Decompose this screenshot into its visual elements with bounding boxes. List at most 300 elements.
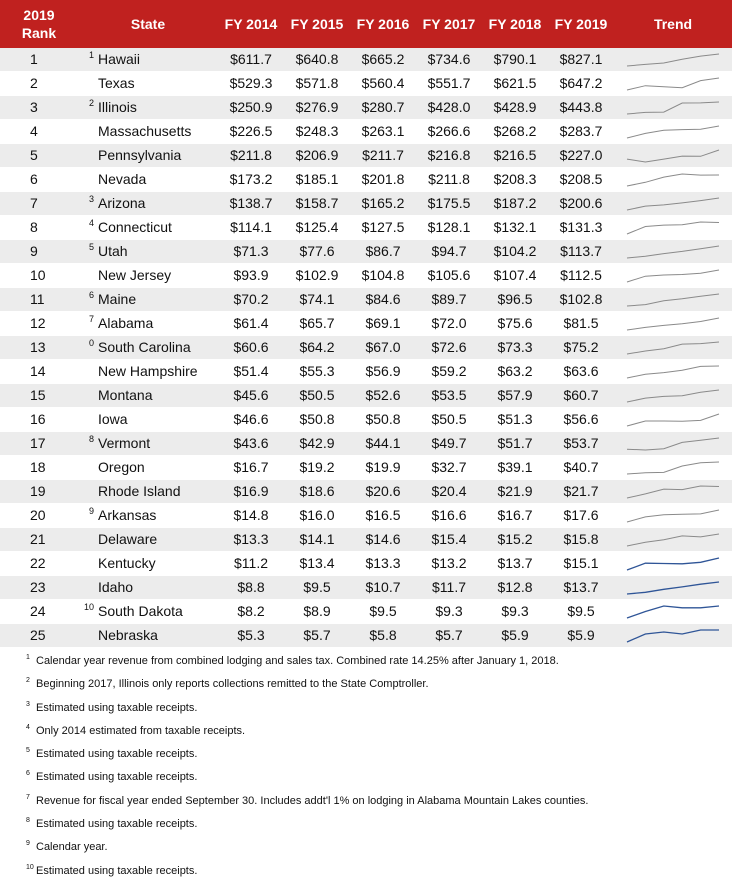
footnote (26, 838, 732, 861)
trend-cell (614, 216, 732, 240)
footnote-marker: 2 (88, 98, 94, 108)
state-name: Idaho (98, 579, 134, 595)
trend-line (627, 534, 719, 546)
revenue-cell: $276.9 (284, 96, 350, 120)
revenue-cell: $15.8 (548, 528, 614, 552)
revenue-cell: $57.9 (482, 384, 548, 408)
state-cell (78, 312, 218, 336)
rank-cell: 24 (0, 600, 78, 624)
rank-cell: 11 (0, 288, 78, 312)
trend-cell (614, 360, 732, 384)
revenue-cell: $17.6 (548, 504, 614, 528)
revenue-cell: $16.7 (482, 504, 548, 528)
rank-cell: 18 (0, 456, 78, 480)
revenue-cell: $551.7 (416, 72, 482, 96)
trend-sparkline (625, 460, 721, 476)
revenue-cell: $56.9 (350, 360, 416, 384)
state-name: Utah (98, 243, 128, 259)
revenue-cell: $216.8 (416, 144, 482, 168)
table-row (0, 480, 732, 504)
footnote (26, 722, 732, 745)
revenue-cell: $93.9 (218, 264, 284, 288)
trend-cell (614, 384, 732, 408)
trend-cell (614, 312, 732, 336)
state-name: Arizona (98, 195, 146, 211)
revenue-cell: $21.7 (548, 480, 614, 504)
revenue-cell: $69.1 (350, 312, 416, 336)
trend-cell (614, 408, 732, 432)
footnote-marker: 8 (88, 434, 94, 444)
state-cell (78, 576, 218, 600)
rank-cell: 1 (0, 48, 78, 72)
footnote-mark: 9 (26, 840, 30, 848)
revenue-cell: $200.6 (548, 192, 614, 216)
table-row (0, 144, 732, 168)
revenue-cell: $665.2 (350, 48, 416, 72)
state-cell (78, 72, 218, 96)
trend-sparkline (625, 172, 721, 188)
table-row (0, 504, 732, 528)
footnote (26, 745, 732, 768)
revenue-cell: $112.5 (548, 264, 614, 288)
table-row (0, 288, 732, 312)
trend-sparkline (625, 268, 721, 284)
revenue-cell: $11.7 (416, 576, 482, 600)
table-row (0, 48, 732, 72)
header-row (0, 0, 732, 48)
revenue-cell: $428.0 (416, 96, 482, 120)
trend-sparkline (625, 100, 721, 116)
trend-cell (614, 504, 732, 528)
revenue-cell: $42.9 (284, 432, 350, 456)
revenue-cell: $73.3 (482, 336, 548, 360)
state-name: Arkansas (98, 507, 157, 523)
trend-sparkline (625, 52, 721, 68)
revenue-cell: $59.2 (416, 360, 482, 384)
footnote-marker: 7 (88, 314, 94, 324)
rank-cell: 10 (0, 264, 78, 288)
revenue-cell: $443.8 (548, 96, 614, 120)
revenue-cell: $50.8 (350, 408, 416, 432)
revenue-cell: $9.3 (416, 600, 482, 624)
revenue-cell: $102.8 (548, 288, 614, 312)
revenue-cell: $132.1 (482, 216, 548, 240)
trend-sparkline (625, 412, 721, 428)
revenue-cell: $39.1 (482, 456, 548, 480)
revenue-cell: $51.3 (482, 408, 548, 432)
revenue-cell: $248.3 (284, 120, 350, 144)
trend-line (627, 414, 719, 426)
footnote-marker: 5 (88, 242, 94, 252)
year-header-fy2015: FY 2015 (290, 16, 344, 32)
trend-line (627, 462, 719, 474)
revenue-cell: $8.8 (218, 576, 284, 600)
revenue-cell: $94.7 (416, 240, 482, 264)
trend-sparkline (625, 124, 721, 140)
revenue-cell: $173.2 (218, 168, 284, 192)
revenue-cell: $10.7 (350, 576, 416, 600)
state-cell (78, 120, 218, 144)
trend-sparkline (625, 436, 721, 452)
revenue-cell: $5.9 (482, 624, 548, 648)
state-cell (78, 624, 218, 648)
revenue-cell: $227.0 (548, 144, 614, 168)
revenue-cell: $9.3 (482, 600, 548, 624)
revenue-cell: $529.3 (218, 72, 284, 96)
state-cell (78, 360, 218, 384)
revenue-cell: $96.5 (482, 288, 548, 312)
revenue-cell: $8.9 (284, 600, 350, 624)
revenue-cell: $86.7 (350, 240, 416, 264)
trend-cell (614, 600, 732, 624)
state-name: Vermont (98, 435, 151, 451)
state-cell (78, 456, 218, 480)
state-name: South Dakota (98, 603, 183, 619)
footnote (26, 768, 732, 791)
trend-line (627, 606, 719, 618)
trend-sparkline (625, 556, 721, 572)
table-row (0, 528, 732, 552)
state-cell (78, 504, 218, 528)
footnote-mark: 6 (26, 770, 30, 778)
revenue-cell: $16.6 (416, 504, 482, 528)
state-cell (78, 96, 218, 120)
revenue-cell: $734.6 (416, 48, 482, 72)
footnote (26, 862, 732, 885)
rank-cell: 9 (0, 240, 78, 264)
table-row (0, 456, 732, 480)
trend-line (627, 510, 719, 522)
footnote-mark: 7 (26, 793, 30, 801)
revenue-cell: $114.1 (218, 216, 284, 240)
footnote-marker: 4 (88, 218, 94, 228)
footnote-text: Estimated using taxable receipts. (36, 701, 198, 714)
revenue-cell: $266.6 (416, 120, 482, 144)
revenue-cell: $45.6 (218, 384, 284, 408)
revenue-cell: $43.6 (218, 432, 284, 456)
trend-sparkline (625, 244, 721, 260)
trend-line (627, 270, 719, 282)
state-name: Texas (98, 75, 135, 91)
revenue-cell: $102.9 (284, 264, 350, 288)
state-cell (78, 216, 218, 240)
revenue-cell: $283.7 (548, 120, 614, 144)
footnote (26, 699, 732, 722)
rank-header-line1: 2019 (23, 7, 55, 23)
revenue-cell: $611.7 (218, 48, 284, 72)
state-name: South Carolina (98, 339, 191, 355)
revenue-cell: $201.8 (350, 168, 416, 192)
state-cell (78, 144, 218, 168)
table-row (0, 624, 732, 648)
revenue-cell: $138.7 (218, 192, 284, 216)
table-row (0, 312, 732, 336)
state-cell (78, 264, 218, 288)
revenue-cell: $49.7 (416, 432, 482, 456)
revenue-cell: $56.6 (548, 408, 614, 432)
revenue-cell: $18.6 (284, 480, 350, 504)
revenue-cell: $9.5 (548, 600, 614, 624)
rank-cell: 5 (0, 144, 78, 168)
rank-cell: 8 (0, 216, 78, 240)
revenue-cell: $560.4 (350, 72, 416, 96)
revenue-cell: $250.9 (218, 96, 284, 120)
trend-cell (614, 192, 732, 216)
state-name: Montana (98, 387, 153, 403)
trend-line (627, 630, 719, 642)
revenue-cell: $64.2 (284, 336, 350, 360)
revenue-cell: $9.5 (284, 576, 350, 600)
trend-line (627, 366, 719, 378)
rank-cell: 22 (0, 552, 78, 576)
footnote-mark: 1 (26, 654, 30, 661)
trend-line (627, 582, 719, 594)
table-row (0, 408, 732, 432)
revenue-cell: $44.1 (350, 432, 416, 456)
trend-sparkline (625, 628, 721, 644)
table-row (0, 192, 732, 216)
rank-cell: 13 (0, 336, 78, 360)
revenue-cell: $52.6 (350, 384, 416, 408)
trend-line (627, 150, 719, 162)
revenue-cell: $13.3 (218, 528, 284, 552)
trend-line (627, 486, 719, 498)
revenue-cell: $16.7 (218, 456, 284, 480)
revenue-cell: $131.3 (548, 216, 614, 240)
rank-cell: 17 (0, 432, 78, 456)
year-header-fy2014: FY 2014 (224, 16, 278, 32)
revenue-cell: $5.3 (218, 624, 284, 648)
trend-sparkline (625, 484, 721, 500)
revenue-cell: $50.5 (284, 384, 350, 408)
rank-cell: 6 (0, 168, 78, 192)
trend-sparkline (625, 532, 721, 548)
state-cell (78, 336, 218, 360)
state-name: Kentucky (98, 555, 156, 571)
revenue-cell: $211.7 (350, 144, 416, 168)
revenue-cell: $8.2 (218, 600, 284, 624)
state-name: Oregon (98, 459, 145, 475)
revenue-cell: $16.0 (284, 504, 350, 528)
trend-cell (614, 240, 732, 264)
revenue-cell: $5.7 (416, 624, 482, 648)
revenue-cell: $5.8 (350, 624, 416, 648)
revenue-cell: $12.8 (482, 576, 548, 600)
revenue-cell: $107.4 (482, 264, 548, 288)
revenue-cell: $71.3 (218, 240, 284, 264)
rank-cell: 2 (0, 72, 78, 96)
revenue-cell: $208.5 (548, 168, 614, 192)
revenue-cell: $187.2 (482, 192, 548, 216)
footnote-mark: 5 (26, 747, 30, 755)
table-row (0, 120, 732, 144)
state-name: Delaware (98, 531, 158, 547)
trend-sparkline (625, 508, 721, 524)
footnote-text: Revenue for fiscal year ended September 30. Includes addt'l 1% on lodging in Alabama Mountain Lakes counties. (36, 794, 589, 807)
rank-cell: 14 (0, 360, 78, 384)
revenue-cell: $74.1 (284, 288, 350, 312)
revenue-cell: $14.8 (218, 504, 284, 528)
state-cell (78, 528, 218, 552)
state-name: Nebraska (98, 627, 158, 643)
revenue-cell: $19.9 (350, 456, 416, 480)
trend-sparkline (625, 316, 721, 332)
revenue-cell: $16.5 (350, 504, 416, 528)
year-header-fy2018: FY 2018 (488, 16, 542, 32)
state-name: Hawaii (98, 51, 141, 67)
rank-cell: 4 (0, 120, 78, 144)
state-cell (78, 480, 218, 504)
table-body (0, 48, 732, 648)
rank-cell: 16 (0, 408, 78, 432)
table-row (0, 600, 732, 624)
revenue-cell: $60.6 (218, 336, 284, 360)
footnote (26, 792, 732, 815)
revenue-cell: $206.9 (284, 144, 350, 168)
revenue-cell: $125.4 (284, 216, 350, 240)
revenue-cell: $208.3 (482, 168, 548, 192)
footnote (26, 815, 732, 838)
trend-sparkline (625, 292, 721, 308)
revenue-cell: $216.5 (482, 144, 548, 168)
revenue-cell: $75.2 (548, 336, 614, 360)
footnote-marker: 0 (88, 338, 94, 348)
trend-sparkline (625, 580, 721, 596)
revenue-cell: $63.2 (482, 360, 548, 384)
trend-cell (614, 456, 732, 480)
rank-cell: 7 (0, 192, 78, 216)
footnote-text: Only 2014 estimated from taxable receipts. (36, 724, 246, 737)
revenue-cell: $16.9 (218, 480, 284, 504)
revenue-cell: $226.5 (218, 120, 284, 144)
trend-sparkline (625, 148, 721, 164)
revenue-cell: $51.7 (482, 432, 548, 456)
trend-sparkline (625, 220, 721, 236)
trend-cell (614, 624, 732, 648)
trend-line (627, 54, 719, 66)
state-cell (78, 168, 218, 192)
revenue-cell: $67.0 (350, 336, 416, 360)
revenue-cell: $32.7 (416, 456, 482, 480)
revenue-cell: $15.4 (416, 528, 482, 552)
footnote-mark: 10 (26, 863, 34, 871)
table-row (0, 72, 732, 96)
revenue-cell: $40.7 (548, 456, 614, 480)
trend-cell (614, 144, 732, 168)
trend-line (627, 390, 719, 402)
state-name: New Jersey (98, 267, 172, 283)
table-row (0, 336, 732, 360)
revenue-cell: $53.5 (416, 384, 482, 408)
state-cell (78, 408, 218, 432)
revenue-cell: $105.6 (416, 264, 482, 288)
trend-cell (614, 120, 732, 144)
trend-line (627, 174, 719, 186)
trend-cell (614, 48, 732, 72)
revenue-cell: $175.5 (416, 192, 482, 216)
revenue-cell: $14.6 (350, 528, 416, 552)
revenue-cell: $263.1 (350, 120, 416, 144)
revenue-cell: $15.1 (548, 552, 614, 576)
trend-cell (614, 432, 732, 456)
revenue-cell: $19.2 (284, 456, 350, 480)
revenue-cell: $75.6 (482, 312, 548, 336)
state-name: Alabama (98, 315, 154, 331)
revenue-cell: $640.8 (284, 48, 350, 72)
state-name: Maine (98, 291, 137, 307)
revenue-cell: $211.8 (416, 168, 482, 192)
footnote-marker: 3 (88, 194, 94, 204)
footnote-text: Calendar year revenue from combined lodging and sales tax. Combined rate 14.25% after January 1, 2018. (36, 655, 559, 667)
state-cell (78, 552, 218, 576)
footnote (26, 675, 732, 698)
revenue-cell: $60.7 (548, 384, 614, 408)
trend-sparkline (625, 604, 721, 620)
trend-line (627, 318, 719, 330)
revenue-cell: $165.2 (350, 192, 416, 216)
footnote-text: Estimated using taxable receipts. (36, 748, 198, 761)
state-name: Pennsylvania (98, 147, 182, 163)
state-name: New Hampshire (98, 363, 198, 379)
revenue-cell: $72.0 (416, 312, 482, 336)
trend-line (627, 198, 719, 210)
footnote-text: Beginning 2017, Illinois only reports collections remitted to the State Comptroller. (36, 678, 429, 691)
revenue-cell: $13.7 (548, 576, 614, 600)
state-name: Nevada (98, 171, 147, 187)
revenue-cell: $53.7 (548, 432, 614, 456)
year-header-fy2017: FY 2017 (422, 16, 476, 32)
revenue-cell: $20.6 (350, 480, 416, 504)
table-row (0, 168, 732, 192)
revenue-cell: $50.5 (416, 408, 482, 432)
state-header: State (130, 16, 166, 32)
footnote-marker: 10 (83, 602, 94, 612)
state-cell (78, 288, 218, 312)
state-cell (78, 384, 218, 408)
table-row (0, 96, 732, 120)
state-cell (78, 432, 218, 456)
revenue-cell: $50.8 (284, 408, 350, 432)
table-row (0, 216, 732, 240)
footnote-text: Estimated using taxable receipts. (36, 864, 198, 877)
state-cell (78, 600, 218, 624)
trend-line (627, 246, 719, 258)
trend-sparkline (625, 364, 721, 380)
revenue-cell: $211.8 (218, 144, 284, 168)
revenue-cell: $15.2 (482, 528, 548, 552)
revenue-cell: $158.7 (284, 192, 350, 216)
footnote-mark: 8 (26, 817, 30, 825)
trend-cell (614, 480, 732, 504)
revenue-cell: $21.9 (482, 480, 548, 504)
table-row (0, 576, 732, 600)
trend-cell (614, 264, 732, 288)
trend-cell (614, 528, 732, 552)
revenue-cell: $81.5 (548, 312, 614, 336)
rank-cell: 12 (0, 312, 78, 336)
table-row (0, 360, 732, 384)
revenue-cell: $790.1 (482, 48, 548, 72)
trend-header: Trend (653, 16, 693, 32)
rank-cell: 20 (0, 504, 78, 528)
footnote-mark: 2 (26, 677, 30, 685)
revenue-cell: $77.6 (284, 240, 350, 264)
revenue-cell: $104.8 (350, 264, 416, 288)
trend-line (627, 438, 719, 450)
revenue-cell: $20.4 (416, 480, 482, 504)
revenue-cell: $13.3 (350, 552, 416, 576)
trend-sparkline (625, 388, 721, 404)
